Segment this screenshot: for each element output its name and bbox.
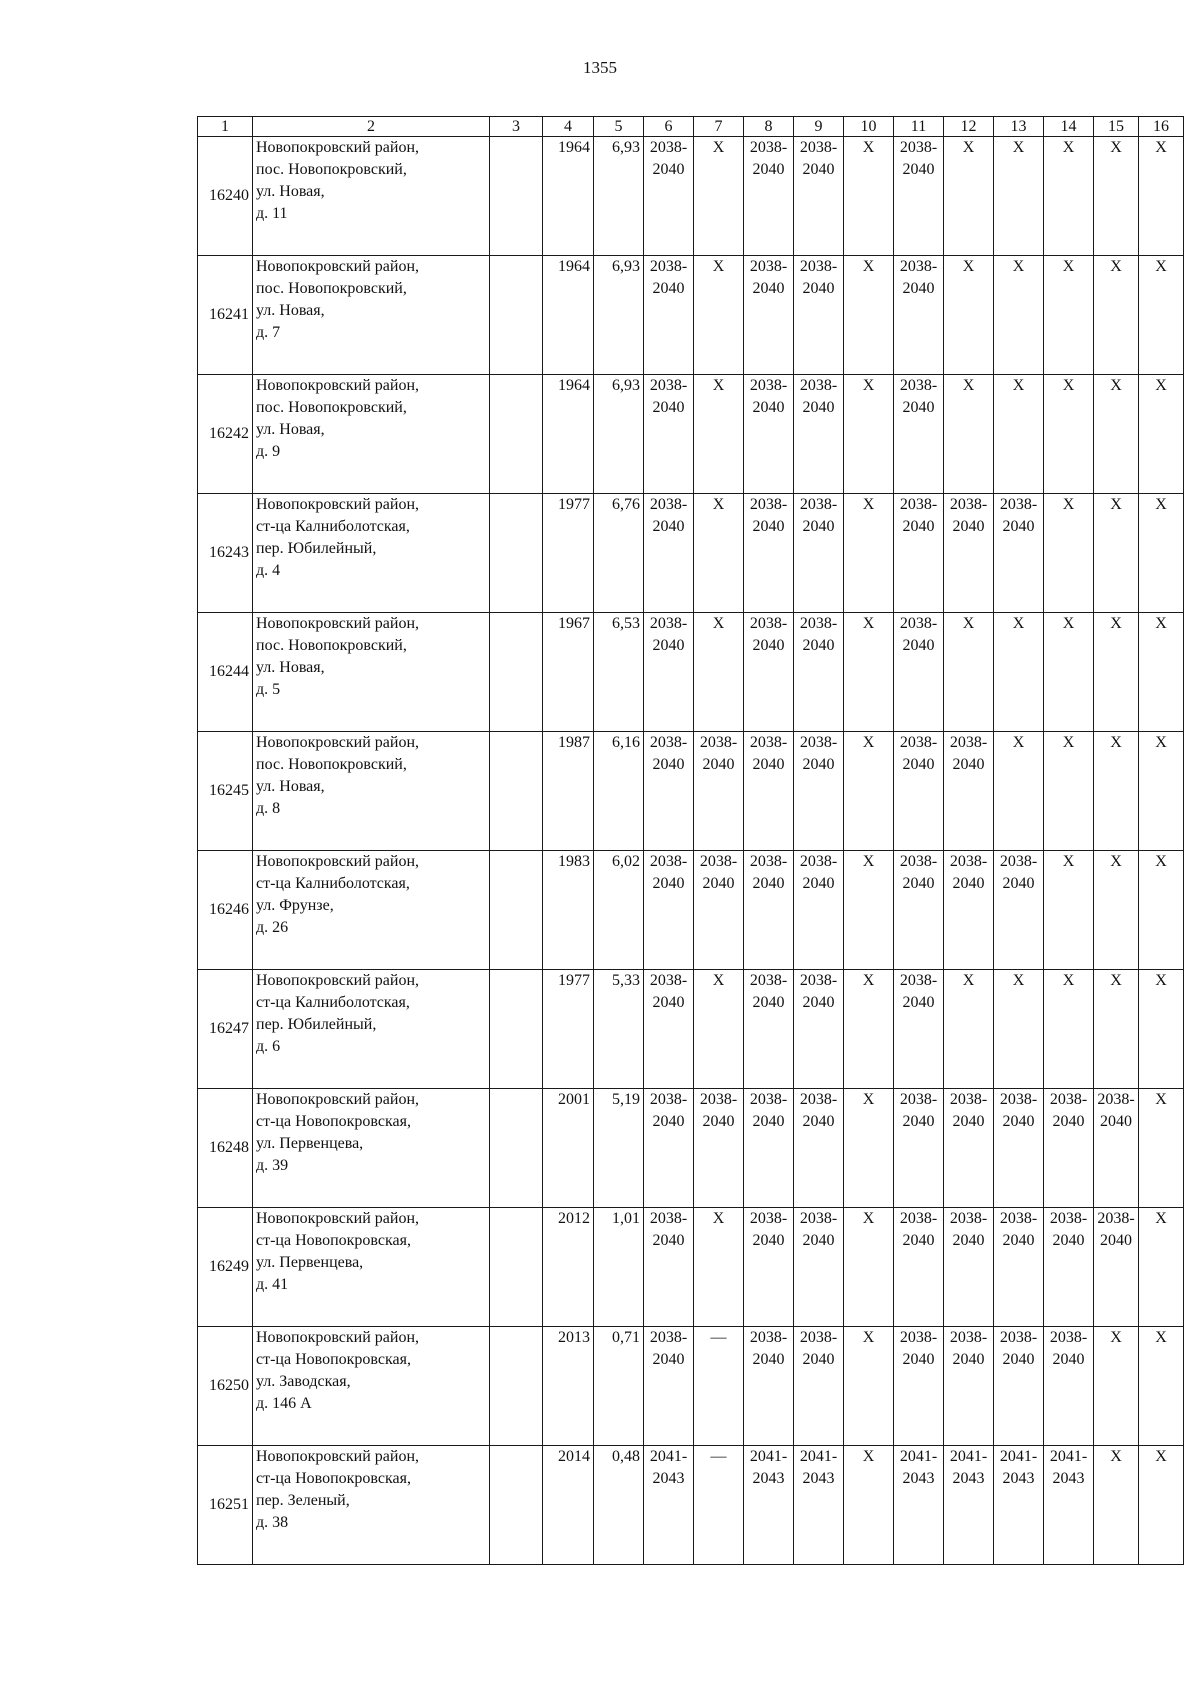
address-house: д. 5 (256, 681, 281, 698)
cell-col-8: 2038- 2040 (744, 732, 794, 851)
cell-col-16: Х (1139, 613, 1184, 732)
column-header: 10 (844, 117, 894, 137)
cell-col-6: 2038- 2040 (644, 851, 694, 970)
address-settlement: ст-ца Калниболотская, (256, 875, 410, 892)
cell-col-13: Х (994, 732, 1044, 851)
address-street: ул. Заводская, (256, 1373, 351, 1390)
cell-col-16: Х (1139, 851, 1184, 970)
cell-col-6: 2038- 2040 (644, 613, 694, 732)
cell-col-9: 2038- 2040 (794, 1327, 844, 1446)
record-number: 16245 (198, 732, 253, 851)
address-district: Новопокровский район, (256, 377, 420, 394)
table-body (198, 137, 1184, 1565)
address-district: Новопокровский район, (256, 853, 420, 870)
cell-col-11: 2038- 2040 (894, 137, 944, 256)
cell-col-8: 2038- 2040 (744, 1089, 794, 1208)
address-district: Новопокровский район, (256, 139, 420, 156)
address-settlement: ст-ца Новопокровская, (256, 1113, 411, 1130)
cell-col-11: 2038- 2040 (894, 1327, 944, 1446)
record-number: 16241 (198, 256, 253, 375)
cell-col-15: 2038- 2040 (1094, 1089, 1139, 1208)
cell-col-15: Х (1094, 1327, 1139, 1446)
cell-col-13: Х (994, 970, 1044, 1089)
year-cell: 1964 (543, 375, 594, 494)
year-cell: 1967 (543, 613, 594, 732)
cell-col-8: 2041- 2043 (744, 1446, 794, 1565)
column-header: 2 (253, 117, 490, 137)
cell-col-13: Х (994, 137, 1044, 256)
cell-col-14: Х (1044, 375, 1094, 494)
address-settlement: пос. Новопокровский, (256, 161, 407, 178)
cell-col-6: 2038- 2040 (644, 256, 694, 375)
cell-col-6: 2038- 2040 (644, 137, 694, 256)
table-row (198, 137, 1184, 256)
cell-col-12: 2041- 2043 (944, 1446, 994, 1565)
cell-col-3 (490, 970, 543, 1089)
address-cell (253, 137, 490, 256)
cell-col-15: Х (1094, 732, 1139, 851)
cell-col-11: 2038- 2040 (894, 375, 944, 494)
cell-col-11: 2038- 2040 (894, 613, 944, 732)
address-district: Новопокровский район, (256, 1329, 420, 1346)
cell-col-3 (490, 851, 543, 970)
cell-col-16: Х (1139, 970, 1184, 1089)
cell-col-8: 2038- 2040 (744, 1327, 794, 1446)
wear-cell: 6,16 (594, 732, 644, 851)
column-header: 11 (894, 117, 944, 137)
address-cell (253, 1089, 490, 1208)
cell-col-6: 2038- 2040 (644, 1208, 694, 1327)
address-street: ул. Новая, (256, 421, 325, 438)
cell-col-13: Х (994, 375, 1044, 494)
page-number: 1355 (583, 58, 617, 77)
cell-col-15: 2038- 2040 (1094, 1208, 1139, 1327)
year-cell: 1977 (543, 494, 594, 613)
table-row (198, 970, 1184, 1089)
cell-col-9: 2038- 2040 (794, 1089, 844, 1208)
cell-col-16: Х (1139, 256, 1184, 375)
cell-col-15: Х (1094, 1446, 1139, 1565)
cell-col-11: 2038- 2040 (894, 1089, 944, 1208)
cell-col-14: Х (1044, 494, 1094, 613)
record-number: 16249 (198, 1208, 253, 1327)
cell-col-16: Х (1139, 137, 1184, 256)
cell-col-11: 2038- 2040 (894, 1208, 944, 1327)
record-number: 16246 (198, 851, 253, 970)
record-number: 16242 (198, 375, 253, 494)
address-district: Новопокровский район, (256, 615, 420, 632)
table-row (198, 732, 1184, 851)
column-header: 16 (1139, 117, 1184, 137)
wear-cell: 5,19 (594, 1089, 644, 1208)
year-cell: 1964 (543, 137, 594, 256)
cell-col-7: Х (694, 613, 744, 732)
cell-col-9: 2038- 2040 (794, 375, 844, 494)
cell-col-14: Х (1044, 256, 1094, 375)
cell-col-11: 2038- 2040 (894, 970, 944, 1089)
column-header: 8 (744, 117, 794, 137)
record-number: 16244 (198, 613, 253, 732)
record-number: 16240 (198, 137, 253, 256)
record-number: 16250 (198, 1327, 253, 1446)
cell-col-16: Х (1139, 732, 1184, 851)
cell-col-12: Х (944, 375, 994, 494)
cell-col-7: 2038- 2040 (694, 1089, 744, 1208)
address-cell (253, 970, 490, 1089)
cell-col-11: 2038- 2040 (894, 732, 944, 851)
column-header: 15 (1094, 117, 1139, 137)
table-row (198, 613, 1184, 732)
address-house: д. 26 (256, 919, 289, 936)
address-cell (253, 494, 490, 613)
address-street: пер. Зеленый, (256, 1492, 350, 1509)
cell-col-12: 2038- 2040 (944, 1089, 994, 1208)
cell-col-8: 2038- 2040 (744, 613, 794, 732)
cell-col-14: Х (1044, 613, 1094, 732)
cell-col-12: 2038- 2040 (944, 732, 994, 851)
table-row (198, 1208, 1184, 1327)
cell-col-6: 2038- 2040 (644, 375, 694, 494)
cell-col-3 (490, 137, 543, 256)
cell-col-13: Х (994, 256, 1044, 375)
address-street: ул. Фрунзе, (256, 897, 334, 914)
cell-col-3 (490, 1089, 543, 1208)
cell-col-9: 2041- 2043 (794, 1446, 844, 1565)
column-header: 6 (644, 117, 694, 137)
cell-col-14: Х (1044, 970, 1094, 1089)
cell-col-9: 2038- 2040 (794, 494, 844, 613)
cell-col-15: Х (1094, 613, 1139, 732)
address-settlement: пос. Новопокровский, (256, 756, 407, 773)
address-house: д. 4 (256, 562, 281, 579)
cell-col-16: Х (1139, 1208, 1184, 1327)
cell-col-10: Х (844, 1089, 894, 1208)
cell-col-9: 2038- 2040 (794, 732, 844, 851)
cell-col-10: Х (844, 851, 894, 970)
cell-col-7: Х (694, 375, 744, 494)
cell-col-13: Х (994, 613, 1044, 732)
year-cell: 1964 (543, 256, 594, 375)
cell-col-7: Х (694, 1208, 744, 1327)
cell-col-10: Х (844, 256, 894, 375)
cell-col-9: 2038- 2040 (794, 613, 844, 732)
column-header: 13 (994, 117, 1044, 137)
year-cell: 1977 (543, 970, 594, 1089)
year-cell: 2014 (543, 1446, 594, 1565)
address-district: Новопокровский район, (256, 496, 420, 513)
address-house: д. 39 (256, 1157, 289, 1174)
address-district: Новопокровский район, (256, 1210, 420, 1227)
address-cell (253, 732, 490, 851)
cell-col-7: — (694, 1327, 744, 1446)
address-house: д. 8 (256, 800, 281, 817)
address-street: ул. Новая, (256, 302, 325, 319)
cell-col-12: Х (944, 970, 994, 1089)
address-house: д. 7 (256, 324, 281, 341)
cell-col-14: 2041- 2043 (1044, 1446, 1094, 1565)
cell-col-13: 2038- 2040 (994, 494, 1044, 613)
cell-col-16: Х (1139, 375, 1184, 494)
address-cell (253, 1327, 490, 1446)
cell-col-14: Х (1044, 137, 1094, 256)
table-row (198, 494, 1184, 613)
cell-col-10: Х (844, 137, 894, 256)
address-cell (253, 1446, 490, 1565)
cell-col-16: Х (1139, 1089, 1184, 1208)
cell-col-12: 2038- 2040 (944, 851, 994, 970)
cell-col-9: 2038- 2040 (794, 970, 844, 1089)
cell-col-10: Х (844, 1446, 894, 1565)
cell-col-7: — (694, 1446, 744, 1565)
cell-col-15: Х (1094, 851, 1139, 970)
cell-col-16: Х (1139, 494, 1184, 613)
table-row (198, 1327, 1184, 1446)
column-header: 3 (490, 117, 543, 137)
cell-col-7: Х (694, 970, 744, 1089)
address-district: Новопокровский район, (256, 1448, 420, 1465)
column-header: 5 (594, 117, 644, 137)
cell-col-6: 2038- 2040 (644, 494, 694, 613)
table-row (198, 851, 1184, 970)
cell-col-14: Х (1044, 851, 1094, 970)
address-district: Новопокровский район, (256, 972, 420, 989)
address-cell (253, 1208, 490, 1327)
address-street: ул. Новая, (256, 778, 325, 795)
year-cell: 2001 (543, 1089, 594, 1208)
cell-col-10: Х (844, 732, 894, 851)
cell-col-11: 2038- 2040 (894, 494, 944, 613)
cell-col-12: Х (944, 613, 994, 732)
address-house: д. 38 (256, 1514, 289, 1531)
wear-cell: 5,33 (594, 970, 644, 1089)
address-settlement: ст-ца Новопокровская, (256, 1232, 411, 1249)
address-cell (253, 851, 490, 970)
address-district: Новопокровский район, (256, 734, 420, 751)
year-cell: 1987 (543, 732, 594, 851)
cell-col-15: Х (1094, 256, 1139, 375)
address-house: д. 9 (256, 443, 281, 460)
cell-col-7: Х (694, 137, 744, 256)
cell-col-13: 2038- 2040 (994, 1089, 1044, 1208)
wear-cell: 6,76 (594, 494, 644, 613)
address-settlement: пос. Новопокровский, (256, 399, 407, 416)
cell-col-16: Х (1139, 1327, 1184, 1446)
cell-col-8: 2038- 2040 (744, 256, 794, 375)
column-header: 12 (944, 117, 994, 137)
wear-cell: 0,48 (594, 1446, 644, 1565)
cell-col-12: 2038- 2040 (944, 1327, 994, 1446)
table-row (198, 1446, 1184, 1565)
cell-col-10: Х (844, 970, 894, 1089)
cell-col-14: 2038- 2040 (1044, 1089, 1094, 1208)
address-cell (253, 613, 490, 732)
address-house: д. 6 (256, 1038, 281, 1055)
cell-col-12: Х (944, 256, 994, 375)
cell-col-9: 2038- 2040 (794, 256, 844, 375)
address-settlement: пос. Новопокровский, (256, 637, 407, 654)
cell-col-10: Х (844, 375, 894, 494)
cell-col-10: Х (844, 1208, 894, 1327)
cell-col-3 (490, 1327, 543, 1446)
address-settlement: ст-ца Калниболотская, (256, 518, 410, 535)
record-number: 16251 (198, 1446, 253, 1565)
wear-cell: 6,93 (594, 256, 644, 375)
address-settlement: ст-ца Новопокровская, (256, 1470, 411, 1487)
address-settlement: ст-ца Новопокровская, (256, 1351, 411, 1368)
wear-cell: 6,93 (594, 137, 644, 256)
cell-col-15: Х (1094, 137, 1139, 256)
address-cell (253, 256, 490, 375)
cell-col-6: 2038- 2040 (644, 970, 694, 1089)
address-district: Новопокровский район, (256, 258, 420, 275)
cell-col-7: 2038- 2040 (694, 851, 744, 970)
cell-col-11: 2038- 2040 (894, 851, 944, 970)
cell-col-7: 2038- 2040 (694, 732, 744, 851)
column-header: 9 (794, 117, 844, 137)
year-cell: 2012 (543, 1208, 594, 1327)
cell-col-10: Х (844, 494, 894, 613)
table-row (198, 256, 1184, 375)
address-street: пер. Юбилейный, (256, 540, 377, 557)
cell-col-7: Х (694, 494, 744, 613)
cell-col-8: 2038- 2040 (744, 970, 794, 1089)
address-settlement: ст-ца Калниболотская, (256, 994, 410, 1011)
cell-col-9: 2038- 2040 (794, 851, 844, 970)
cell-col-13: 2038- 2040 (994, 1208, 1044, 1327)
cell-col-3 (490, 494, 543, 613)
year-cell: 1983 (543, 851, 594, 970)
cell-col-8: 2038- 2040 (744, 375, 794, 494)
record-number: 16243 (198, 494, 253, 613)
cell-col-3 (490, 375, 543, 494)
column-header: 4 (543, 117, 594, 137)
cell-col-9: 2038- 2040 (794, 137, 844, 256)
cell-col-3 (490, 256, 543, 375)
cell-col-8: 2038- 2040 (744, 137, 794, 256)
column-header: 7 (694, 117, 744, 137)
cell-col-13: 2038- 2040 (994, 1327, 1044, 1446)
cell-col-15: Х (1094, 375, 1139, 494)
cell-col-10: Х (844, 613, 894, 732)
registry-table (197, 116, 1184, 1565)
address-house: д. 11 (256, 205, 288, 222)
record-number: 16248 (198, 1089, 253, 1208)
cell-col-8: 2038- 2040 (744, 1208, 794, 1327)
wear-cell: 1,01 (594, 1208, 644, 1327)
address-house: д. 41 (256, 1276, 289, 1293)
address-street: ул. Первенцева, (256, 1254, 364, 1271)
address-house: д. 146 А (256, 1395, 312, 1412)
table-row (198, 1089, 1184, 1208)
cell-col-6: 2038- 2040 (644, 732, 694, 851)
column-header: 1 (198, 117, 253, 137)
cell-col-15: Х (1094, 970, 1139, 1089)
cell-col-6: 2041- 2043 (644, 1446, 694, 1565)
cell-col-9: 2038- 2040 (794, 1208, 844, 1327)
cell-col-6: 2038- 2040 (644, 1089, 694, 1208)
address-cell (253, 375, 490, 494)
address-settlement: пос. Новопокровский, (256, 280, 407, 297)
cell-col-13: 2041- 2043 (994, 1446, 1044, 1565)
cell-col-3 (490, 732, 543, 851)
address-street: ул. Новая, (256, 659, 325, 676)
cell-col-3 (490, 1446, 543, 1565)
column-header: 14 (1044, 117, 1094, 137)
cell-col-3 (490, 613, 543, 732)
address-street: пер. Юбилейный, (256, 1016, 377, 1033)
cell-col-3 (490, 1208, 543, 1327)
cell-col-13: 2038- 2040 (994, 851, 1044, 970)
cell-col-15: Х (1094, 494, 1139, 613)
table-row (198, 375, 1184, 494)
year-cell: 2013 (543, 1327, 594, 1446)
address-street: ул. Новая, (256, 183, 325, 200)
cell-col-10: Х (844, 1327, 894, 1446)
wear-cell: 6,02 (594, 851, 644, 970)
cell-col-7: Х (694, 256, 744, 375)
wear-cell: 6,93 (594, 375, 644, 494)
record-number: 16247 (198, 970, 253, 1089)
header-row (198, 117, 1184, 137)
cell-col-12: Х (944, 137, 994, 256)
cell-col-14: 2038- 2040 (1044, 1327, 1094, 1446)
cell-col-16: Х (1139, 1446, 1184, 1565)
cell-col-14: 2038- 2040 (1044, 1208, 1094, 1327)
cell-col-11: 2041- 2043 (894, 1446, 944, 1565)
cell-col-11: 2038- 2040 (894, 256, 944, 375)
cell-col-12: 2038- 2040 (944, 1208, 994, 1327)
cell-col-12: 2038- 2040 (944, 494, 994, 613)
wear-cell: 0,71 (594, 1327, 644, 1446)
cell-col-8: 2038- 2040 (744, 494, 794, 613)
address-district: Новопокровский район, (256, 1091, 420, 1108)
wear-cell: 6,53 (594, 613, 644, 732)
cell-col-6: 2038- 2040 (644, 1327, 694, 1446)
address-street: ул. Первенцева, (256, 1135, 364, 1152)
cell-col-14: Х (1044, 732, 1094, 851)
cell-col-8: 2038- 2040 (744, 851, 794, 970)
